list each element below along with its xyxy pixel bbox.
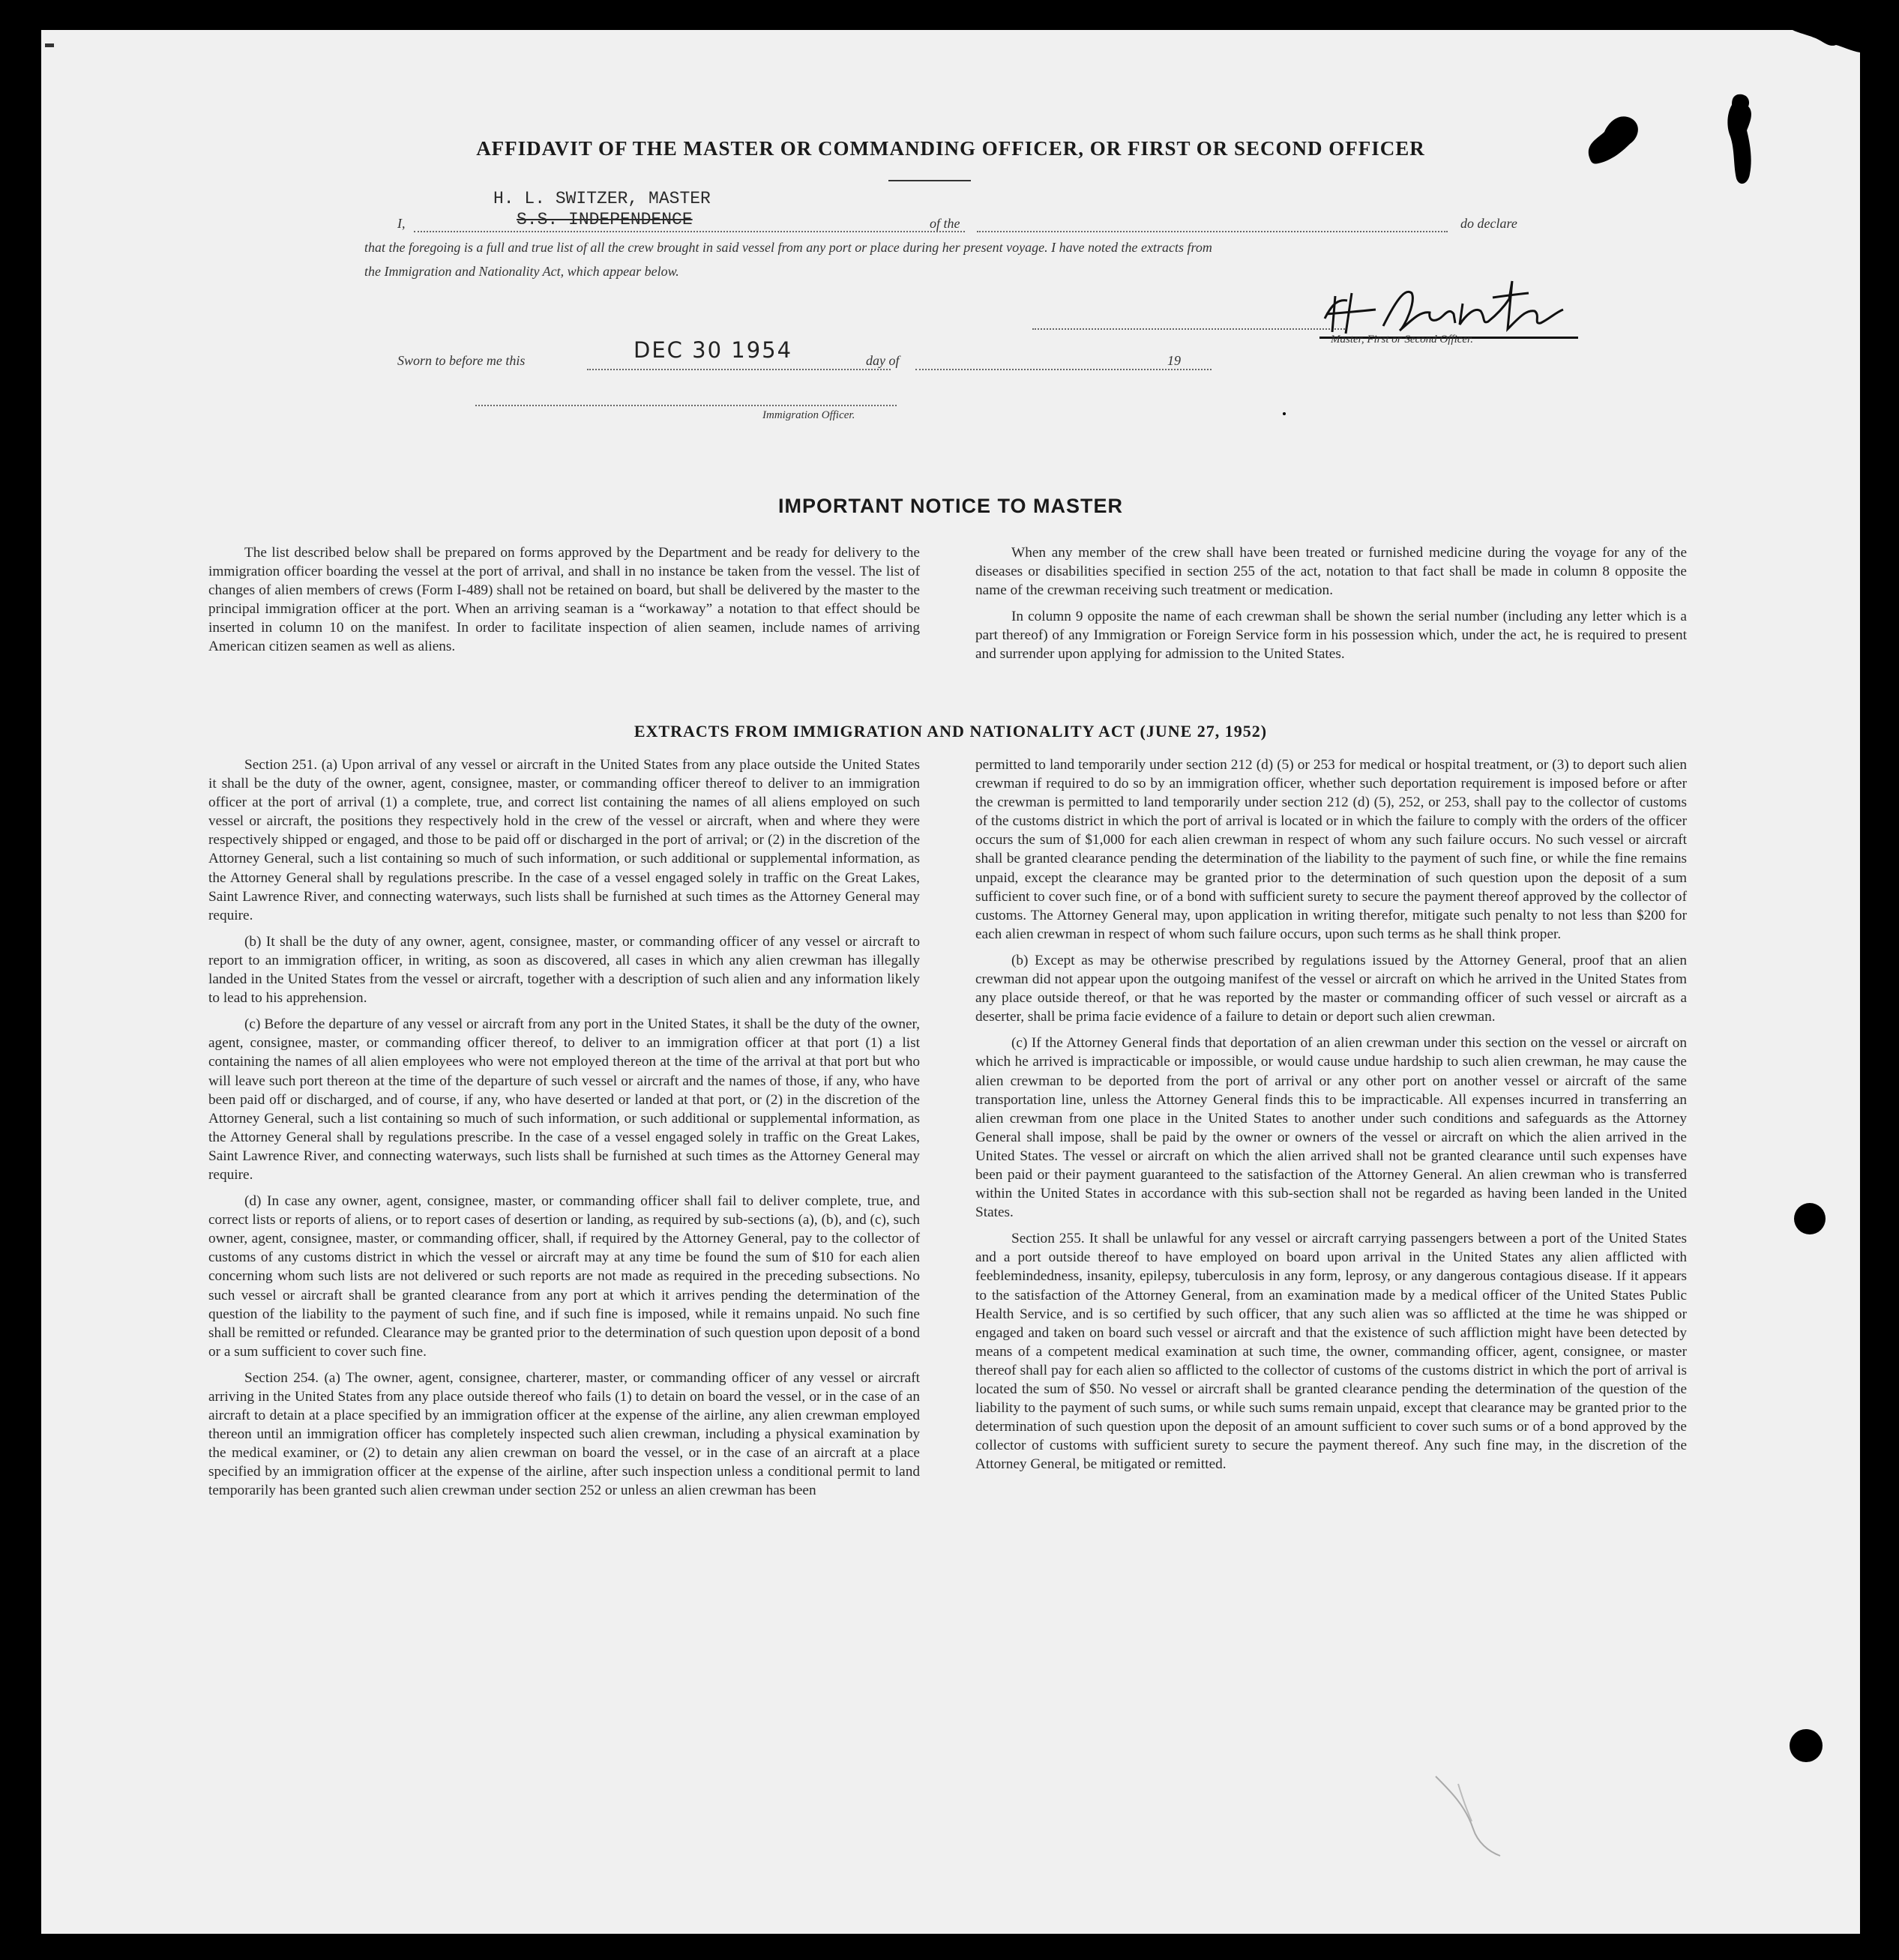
day-of-label: day of (866, 353, 900, 368)
section-254-c: (c) If the Attorney General finds that deportation of an alien crewman under this section on the vessel or aircraft on which he arrived is impracticable or impossible, or would cause undue hardship to such alien crewman, he may cause the alien crewman to be deported from the port of arrival or any other port on another vessel or aircraft of the same transportation line, unless the Attorney General finds this to be impracticable. All expenses incurred in transferring an alien crewman from one place in the United States to another under such conditions and safeguards as the Attorney General shall impose, shall be paid by the owner or owners of the vessel or aircraft on which the alien arrived in the United States. The vessel or aircraft on which the alien arrived shall not be granted clearance until such expenses have been paid or their payment guaranteed to the satisfaction of the Attorney General. An alien crewman who is transferred within the United States in accordance with this sub-section shall not be regarded as having been landed in the United States. (975, 1035, 1687, 1221)
corner-tear-icon (1793, 30, 1860, 60)
do-declare-label: do declare (1460, 216, 1517, 231)
notice-left-paragraph: The list described below shall be prepared on forms approved by the Department and be ready for delivery to the immigration officer boarding the vessel at the port of arrival, and shall in no instance be taken from the vessel. The list of changes of alien members of crews (Form I-489) shall not be retained on board, but shall be delivered by the master to the principal immigration officer at the port. When an arriving seaman is a “workaway” a notation to that effect should be inserted in column 10 on the manifest. In order to facilitate inspection of alien seamen, include names of arriving American citizen seamen as well as aliens. (208, 545, 920, 655)
document-page (41, 30, 1860, 1934)
declaration-line-2: the Immigration and Nationality Act, which appear below. (364, 264, 679, 279)
notice-left-column (208, 543, 920, 657)
section-251-a: Section 251. (a) Upon arrival of any vessel or aircraft in the United States from any place outside the United States it shall be the duty of the owner, agent, consignee, master, or commanding officer thereof to deliver to an immigration officer at the port of arrival (1) a complete, true, and correct list containing the names of all aliens employed on such vessel or aircraft, the positions they respectively hold in the crew of the vessel or aircraft, when and where they were respectively shipped or engaged, and those to be paid off or discharged in the port of arrival; or (2) in the discretion of the Attorney General, such a list containing so much of such information, or such additional or supplemental information, as the Attorney General shall by regulations prescribe. In the case of a vessel engaged solely in traffic on the Great Lakes, Saint Lawrence River, and connecting waterways, such lists shall be furnished at such times as the Attorney General may require. (208, 757, 920, 923)
declaration-line-1: that the foregoing is a full and true list of all the crew brought in said vessel from any port or place during her present voyage. I have noted the extracts from (364, 240, 1212, 255)
master-name-typed: H. L. SWITZER, MASTER (493, 189, 711, 208)
section-254-b: (b) Except as may be otherwise prescribed by regulations issued by the Attorney General, proof that an alien crewman did not appear upon the outgoing manifest of the vessel or aircraft on which he arrived in the United States from any place outside thereof, or that he was reported by the master or commanding officer of such vessel or aircraft as a deserter, shall be prima facie evidence of a failure to detain or deport such alien crewman. (975, 952, 1687, 1025)
corner-mark (45, 43, 54, 47)
officer-signature-line (475, 405, 897, 406)
of-the-label: of the (930, 216, 960, 231)
sworn-label: Sworn to before me this (397, 353, 526, 368)
year-line (1183, 369, 1212, 370)
year-prefix: 19 (1167, 353, 1181, 368)
extracts-left-column (208, 756, 920, 1501)
binder-hole (1790, 1729, 1823, 1762)
notice-right-paragraph: In column 9 opposite the name of each crewman shall be shown the serial number (including any letter which is a part thereof) of any Immigration or Foreign Service form in his possession which, under the act, he is required to present and surrender upon applying for admission to the United States. (975, 609, 1687, 663)
master-name-line (414, 231, 965, 232)
i-label: I, (397, 216, 406, 231)
notice-heading: IMPORTANT NOTICE TO MASTER (778, 495, 1123, 517)
speck (1283, 412, 1286, 415)
notice-right-paragraph: When any member of the crew shall have been treated or furnished medicine during the voyage for any of the diseases or disabilities specified in section 255 of the act, notation to that fact shall be made in column 8 opposite the name of the crewman receiving such treatment or medication. (975, 545, 1687, 599)
section-251-b: (b) It shall be the duty of any owner, agent, consignee, master, or commanding officer of any vessel or aircraft to report to an immigration officer, in writing, as soon as discovered, all cases in which any alien crewman has illegally landed in the United States from the vessel or aircraft, together with a description of such alien and any information likely to lead to his apprehension. (208, 933, 920, 1007)
affidavit-title: AFFIDAVIT OF THE MASTER OR COMMANDING OFFICER, OR FIRST OR SECOND OFFICER (476, 137, 1425, 160)
handwritten-signature (1316, 266, 1586, 341)
title-divider (888, 180, 971, 181)
binder-hole (1794, 1203, 1826, 1234)
section-251-d: (d) In case any owner, agent, consignee, master, or commanding officer shall fail to deliver complete, true, and correct lists or reports of aliens, or to report cases of desertion or landing, as required by sub-sections (a), (b), and (c), such owner, agent, consignee, master, or commanding officer, shall, if required by the Attorney General, pay to the collector of customs of any customs district in which the vessel or aircraft may at any time be found the sum of $10 for each alien concerning whom such lists are not delivered or such reports are not made as required in the preceding subsections. No such vessel or aircraft shall be granted clearance from any port at which it arrives pending the determination of the question of the liability to the payment of such fine, and if such fine is imposed, while it remains unpaid. No such fine shall be remitted or refunded. Clearance may be granted prior to the determination of such question upon deposit of a bond or a sum sufficient to cover such fine. (208, 1193, 920, 1360)
section-254-a-continued: permitted to land temporarily under section 212 (d) (5) or 253 for medical or hospital treatment, or (3) to deport such alien crewman if required to do so by an immigration officer, whether such deportation requirement is imposed before or after the crewman is permitted to land temporarily under section 212 (d) (5), 252, or 253, shall pay to the collector of customs of the customs district in which the port of arrival is located or in which the failure to comply with the orders of the officer occurs the sum of $1,000 for each alien crewman in respect of whom any such failure occurs. No such vessel or aircraft shall be granted clearance pending the determination of the liability to the payment of such fine, or while the fine remains unpaid, except the clearance may be granted prior to the determination of such question upon the deposit of a sum sufficient to cover such fine, or of a bond with sufficient surety to secure the payment thereof approved by the collector of customs. The Attorney General may, upon application in writing therefor, mitigate such penalty to not less than $200 for each alien crewman in respect of whom such failure occurs, upon such terms as he shall think proper. (975, 757, 1687, 942)
section-255: Section 255. It shall be unlawful for any vessel or aircraft carrying passengers between a port of the United States and a port outside thereof to have employed on board upon arrival in the United States any alien afflicted with feeblemindedness, insanity, epilepsy, tuberculosis in any form, leprosy, or any dangerous contagious disease. If it appears to the satisfaction of the Attorney General, from an examination made by a medical officer of the United States Public Health Service, and is so certified by such officer, that any such alien was so afflicted at the time he was shipped or engaged and taken on board such vessel or aircraft and that the existence of such affliction might have been detected by means of a competent medical examination at such time, the owner, commanding officer, agent, consignee, or master thereof shall pay for each alien so afflicted to the collector of customs of the customs district in which the port of arrival is located the sum of $50. No vessel or aircraft shall be granted clearance pending the determination of the question of the liability to the payment of such sums, or while such sums remain unpaid, except that clearance may be granted prior to the determination of such question upon the deposit of an amount sufficient to cover such sums or of a bond approved by the collector of customs with sufficient surety to secure the payment thereof. Any such fine may, in the discretion of the Attorney General, be mitigated or remitted. (975, 1231, 1687, 1473)
vessel-name-typed: S.S. INDEPENDENCE (517, 210, 693, 229)
signature-line (1032, 328, 1347, 330)
notice-right-column (975, 543, 1687, 664)
sworn-date-stamp: DEC 30 1954 (633, 337, 793, 363)
officer-caption: Immigration Officer. (762, 409, 855, 421)
extracts-heading: EXTRACTS FROM IMMIGRATION AND NATIONALITY ACT (JUNE 27, 1952) (633, 722, 1268, 741)
pencil-mark (1428, 1769, 1511, 1859)
section-251-c: (c) Before the departure of any vessel or aircraft from any port in the United States, it shall be the duty of the owner, agent, consignee, master, or commanding officer thereof, to deliver to an immigration officer at that port (1) a list containing the names of all alien employees who were not employed thereon at the time of the arrival at that port but who will leave such port thereon at the time of the departure of such vessel or aircraft and the names of those, if any, who have been paid off or discharged, and of course, if any, who have deserted or landed at that port, or (2) in the discretion of the Attorney General, such a list containing so much of such information, or such additional or supplemental information, as the Attorney General shall by regulations prescribe. In the case of a vessel engaged solely in traffic on the Great Lakes, Saint Lawrence River, and connecting waterways, such lists shall be furnished at such times as the Attorney General may require. (208, 1016, 920, 1183)
section-254-a: Section 254. (a) The owner, agent, consignee, charterer, master, or commanding officer of any vessel or aircraft arriving in the United States from any place outside thereof who fails (1) to detain on board the vessel, or in the case of an aircraft to detain at a place specified by an immigration officer at the expense of the airline, any alien crewman employed thereon until an immigration officer has completely inspected such alien crewman, including a physical examination by the medical examiner, or (2) to detain any alien crewman on board the vessel, or in the case of an aircraft at a place specified by an immigration officer at the expense of the airline, after such inspection unless a conditional permit to land temporarily has been granted such alien crewman under section 252 or unless an alien crewman has been (208, 1369, 920, 1499)
extracts-right-column (975, 756, 1687, 1474)
of-the-line (977, 231, 1448, 232)
sworn-date-line (587, 369, 891, 370)
signature-caption: Master, First or Second Officer. (1331, 334, 1473, 346)
day-of-line (915, 369, 1197, 370)
